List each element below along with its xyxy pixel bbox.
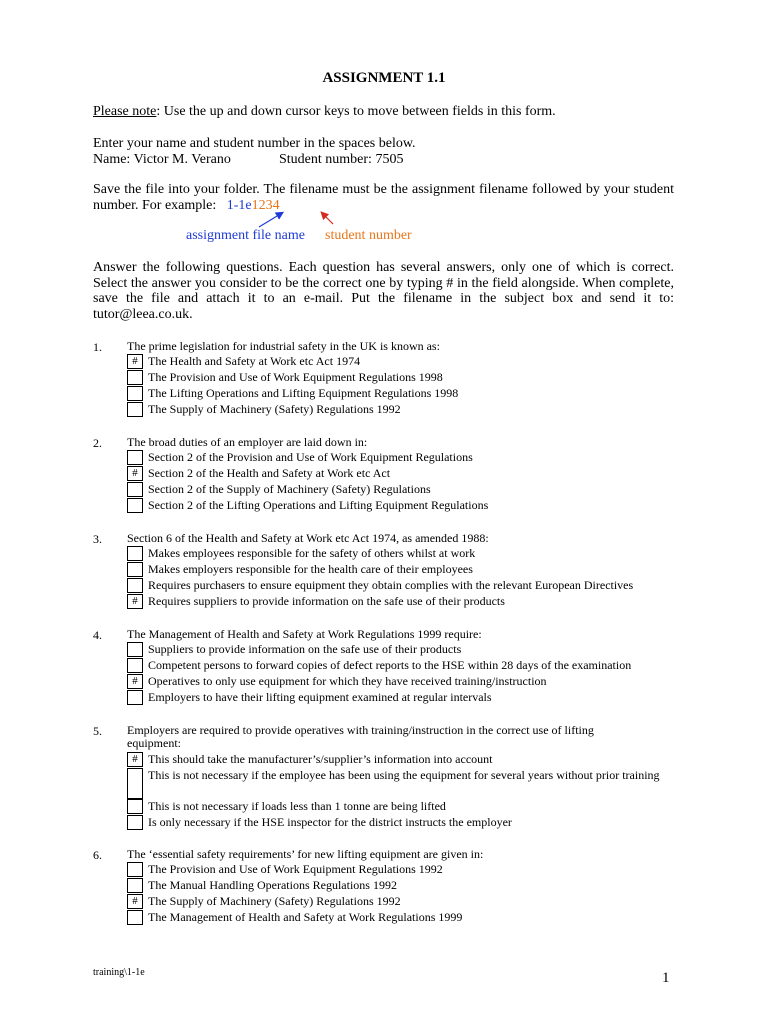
answer-text: Makes employees responsible for the safety of others whilst at work: [148, 546, 476, 560]
answer-text: The Supply of Machinery (Safety) Regulations 1992: [148, 894, 401, 908]
answer-checkbox[interactable]: #: [127, 894, 143, 909]
question-text: The broad duties of an employer are laid down in:: [127, 435, 368, 449]
save-text: Save the file into your folder. The filename must be the assignment filename followed by your student number. For example:: [93, 182, 674, 213]
answer-text: Suppliers to provide information on the safe use of their products: [148, 642, 462, 656]
page-number: 1: [662, 970, 670, 986]
assignment-file-name-label: assignment file name: [186, 228, 305, 243]
question-number: 5.: [93, 724, 102, 738]
note-label: Please note: [93, 104, 157, 119]
answer-text: Makes employers responsible for the health care of their employees: [148, 562, 473, 576]
answer-checkbox[interactable]: [127, 370, 143, 385]
enter-name-text: Enter your name and student number in the spaces below.: [93, 136, 416, 151]
answer-checkbox[interactable]: [127, 482, 143, 497]
student-number-label: Student number:: [279, 152, 372, 167]
student-number-field[interactable]: 7505: [375, 152, 404, 167]
answer-checkbox[interactable]: [127, 878, 143, 893]
name-field[interactable]: Victor M. Verano: [133, 152, 231, 167]
question-text: Section 6 of the Health and Safety at Work etc Act 1974, as amended 1988:: [127, 531, 489, 545]
name-line: [93, 152, 683, 168]
answer-checkbox[interactable]: [127, 642, 143, 657]
answer-checkbox[interactable]: [127, 690, 143, 705]
answer-text: The Lifting Operations and Lifting Equipment Regulations 1998: [148, 386, 459, 400]
answer-text: The Management of Health and Safety at Work Regulations 1999: [148, 910, 463, 924]
question-number: 3.: [93, 532, 102, 546]
example-number-part: 1234: [251, 198, 280, 213]
answer-text: Section 2 of the Health and Safety at Work etc Act: [148, 466, 391, 480]
footer-filename: training\1-1e: [93, 967, 145, 978]
answer-text: The Supply of Machinery (Safety) Regulations 1992: [148, 402, 401, 416]
answer-text: Section 2 of the Supply of Machinery (Safety) Regulations: [148, 482, 431, 496]
answer-checkbox[interactable]: #: [127, 594, 143, 609]
answer-checkbox[interactable]: [127, 910, 143, 925]
answer-checkbox[interactable]: [127, 546, 143, 561]
answer-text: Requires purchasers to ensure equipment they obtain complies with the relevant European Directives: [148, 578, 634, 592]
name-label: Name:: [93, 152, 131, 167]
answer-text: This should take the manufacturer’s/supplier’s information into account: [148, 752, 493, 766]
question-number: 1.: [93, 340, 102, 354]
answer-text: The Manual Handling Operations Regulations 1992: [148, 878, 397, 892]
answer-text: Section 2 of the Lifting Operations and Lifting Equipment Regulations: [148, 498, 489, 512]
answer-checkbox[interactable]: [127, 768, 143, 799]
question-text: The Management of Health and Safety at Work Regulations 1999 require:: [127, 627, 482, 641]
answer-text: This is not necessary if the employee has been using the equipment for several years without prior training: [148, 768, 660, 782]
answer-checkbox[interactable]: [127, 386, 143, 401]
answer-text: Is only necessary if the HSE inspector for the district instructs the employer: [148, 815, 512, 829]
answer-checkbox[interactable]: #: [127, 354, 143, 369]
answer-text: Operatives to only use equipment for which they have received training/instruction: [148, 674, 547, 688]
answer-text: Competent persons to forward copies of defect reports to the HSE within 28 days of the examination: [148, 658, 632, 672]
answer-checkbox[interactable]: [127, 450, 143, 465]
question-number: 2.: [93, 436, 102, 450]
example-file-part: 1-1e: [226, 198, 252, 213]
answer-checkbox[interactable]: [127, 862, 143, 877]
answer-checkbox[interactable]: [127, 498, 143, 513]
answer-checkbox[interactable]: [127, 658, 143, 673]
answer-checkbox[interactable]: #: [127, 752, 143, 767]
page-title: ASSIGNMENT 1.1: [322, 70, 446, 86]
answer-text: Employers to have their lifting equipment examined at regular intervals: [148, 690, 492, 704]
student-number-arrow: [322, 213, 333, 224]
question-number: 6.: [93, 848, 102, 862]
question-text: Employers are required to provide operatives with training/instruction in the correct use of lifting equipment:: [127, 723, 594, 750]
answer-checkbox[interactable]: [127, 562, 143, 577]
answer-text: The Provision and Use of Work Equipment Regulations 1992: [148, 862, 443, 876]
question-text: The ‘essential safety requirements’ for new lifting equipment are given in:: [127, 847, 484, 861]
note-text: : Use the up and down cursor keys to move between fields in this form.: [156, 104, 556, 119]
answer-instructions: Answer the following questions. Each question has several answers, only one of which is correct. Select the answer you consider to be the correct one by typing # in the field alongside. When complete, save the file and attach it to an e-mail. Put the filename in the subject box and send it to: tutor@leea.co.uk.: [93, 260, 674, 322]
question-text: The prime legislation for industrial safety in the UK is known as:: [127, 339, 440, 353]
student-number-caption: student number: [325, 228, 412, 243]
answer-checkbox[interactable]: [127, 578, 143, 593]
answer-text: Section 2 of the Provision and Use of Work Equipment Regulations: [148, 450, 473, 464]
answer-checkbox[interactable]: [127, 402, 143, 417]
file-name-arrow: [259, 213, 282, 227]
question-number: 4.: [93, 628, 102, 642]
answer-checkbox[interactable]: #: [127, 674, 143, 689]
answer-text: Requires suppliers to provide information on the safe use of their products: [148, 594, 505, 608]
answer-text: The Health and Safety at Work etc Act 1974: [148, 354, 361, 368]
note-line: [93, 104, 683, 120]
answer-checkbox[interactable]: #: [127, 466, 143, 481]
answer-checkbox[interactable]: [127, 799, 143, 814]
answer-text: The Provision and Use of Work Equipment Regulations 1998: [148, 370, 443, 384]
answer-text: This is not necessary if loads less than 1 tonne are being lifted: [148, 799, 446, 813]
answer-checkbox[interactable]: [127, 815, 143, 830]
save-instructions: [93, 182, 674, 214]
